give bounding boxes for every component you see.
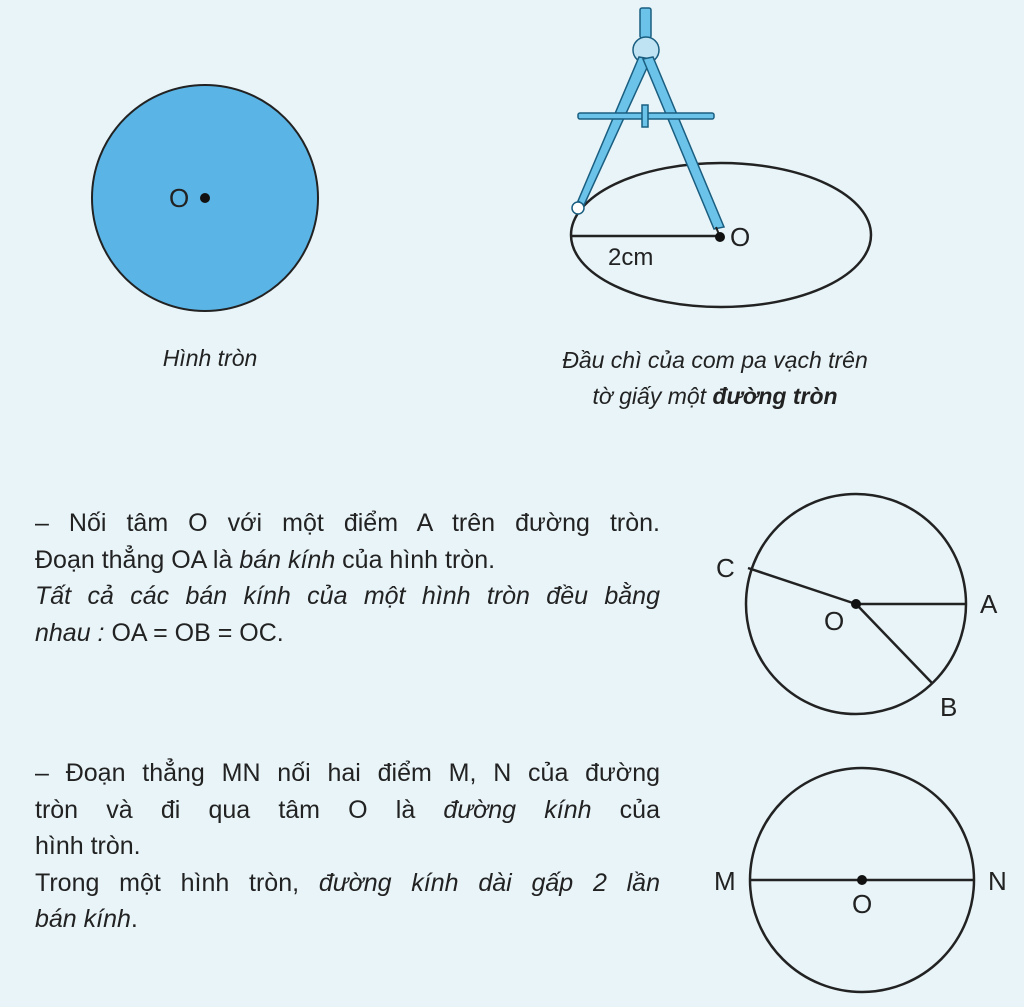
- radius-line3: Tất cả các bán kính của một hình tròn đều bằng: [35, 582, 660, 610]
- radius-line4: nhau : OA = OB = OC.: [35, 618, 284, 647]
- diameter-line2: tròn và đi qua tâm O là đường kính của: [35, 795, 660, 824]
- diameter-circle-figure: [700, 760, 1020, 1000]
- label-m: M: [714, 866, 736, 896]
- caption-compass-bold: đường tròn: [712, 383, 838, 409]
- diameter-paragraph: [35, 755, 660, 938]
- caption-compass-line1: Đầu chì của com pa vạch trên: [562, 347, 868, 373]
- label-n: N: [988, 866, 1007, 896]
- radius-label: 2cm: [608, 244, 654, 271]
- radius-ob: [856, 604, 932, 683]
- label-a: A: [980, 589, 998, 619]
- compass-figure: [560, 5, 890, 315]
- radius-paragraph: [35, 505, 660, 651]
- diameter-line4: Trong một hình tròn, đường kính dài gấp 2 lần: [35, 868, 660, 897]
- center-label-o: O: [169, 183, 190, 213]
- caption-filled-circle: Hình tròn: [162, 345, 258, 371]
- compass-icon: [572, 8, 724, 237]
- label-c: C: [716, 553, 735, 583]
- caption-compass: [520, 342, 910, 414]
- label-b: B: [940, 692, 958, 722]
- radius-center-point: [851, 599, 861, 609]
- label-o-radius: O: [824, 606, 845, 636]
- radius-line2: Đoạn thẳng OA là bán kính của hình tròn.: [35, 545, 496, 574]
- diameter-center-point: [857, 875, 867, 885]
- diameter-line1: – Đoạn thẳng MN nối hai điểm M, N của đường: [35, 759, 660, 787]
- radius-circle-figure: [700, 480, 1020, 730]
- radius-line1: – Nối tâm O với một điểm A trên đường tròn.: [35, 509, 660, 537]
- compass-center-point: [715, 232, 725, 242]
- compass-center-label-o: O: [730, 222, 751, 252]
- radius-oc: [748, 568, 856, 604]
- caption-compass-line2: tờ giấy một đường tròn: [592, 383, 838, 409]
- filled-circle-figure: [85, 80, 325, 320]
- diameter-line5: bán kính.: [35, 905, 138, 933]
- center-point: [200, 193, 210, 203]
- label-o-diameter: O: [852, 889, 873, 919]
- diameter-line3: hình tròn.: [35, 832, 141, 860]
